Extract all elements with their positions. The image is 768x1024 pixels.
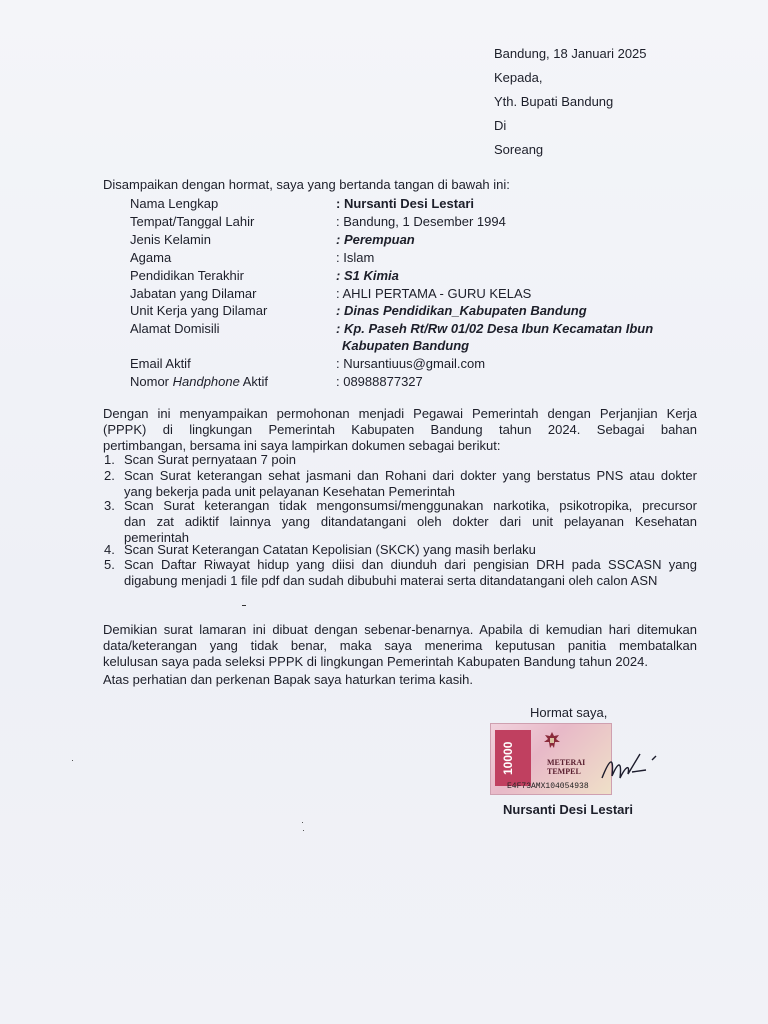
field-label-hp [130, 374, 268, 390]
list-number: 1. [104, 452, 115, 467]
field-value-hp: : 08988877327 [336, 374, 423, 389]
stamp-value: 10000 [501, 741, 515, 775]
field-label-alamat: Alamat Domisili [130, 321, 220, 336]
list-number: 5. [104, 557, 115, 572]
sign-greeting: Hormat saya, [530, 705, 608, 720]
field-value-agama: : Islam [336, 250, 375, 265]
addressee-di: Di [494, 118, 507, 133]
field-label-jabatan: Jabatan yang Dilamar [130, 286, 257, 301]
closing-paragraph [103, 622, 697, 670]
signer-name: Nursanti Desi Lestari [503, 802, 634, 817]
stamp-label-1: METERAI [547, 758, 586, 767]
stamp-label-2: TEMPEL [547, 767, 581, 776]
addressee-intro: Kepada, [494, 70, 543, 85]
closing-line-3: kelulusan saya pada seleksi PPPK di lingkungan Pemerintah Kabupaten Bandung tahun 2024. [103, 654, 648, 669]
stray-mark [242, 605, 246, 606]
list-item-5 [124, 557, 697, 589]
field-value-email: : Nursantiuus@gmail.com [336, 356, 486, 371]
field-label-agama: Agama [130, 250, 172, 265]
garuda-emblem-icon [541, 730, 563, 752]
list-item-2-line-1: Scan Surat keterangan sehat jasmani dan Rohani dari dokter yang berstatus PNS atau dokter [124, 468, 697, 483]
scan-speck [303, 830, 304, 831]
addressee-city: Soreang [494, 142, 544, 157]
place-date: Bandung, 18 Januari 2025 [494, 46, 647, 61]
handwritten-signature [600, 748, 660, 788]
field-label-email: Email Aktif [130, 356, 191, 371]
opening-line: Disampaikan dengan hormat, saya yang bertanda tangan di bawah ini: [103, 177, 510, 192]
field-value-ttl: : Bandung, 1 Desember 1994 [336, 214, 506, 229]
field-label-hp-em: Handphone [172, 374, 240, 389]
field-value-nama: : Nursanti Desi Lestari [336, 196, 474, 211]
list-item-3-line-3: pemerintah [124, 530, 190, 545]
field-value-alamat: : Kp. Paseh Rt/Rw 01/02 Desa Ibun Kecamatan Ibun [336, 321, 654, 336]
field-label-hp-post: Aktif [239, 374, 269, 389]
field-value-jabatan: : AHLI PERTAMA - GURU KELAS [336, 286, 532, 301]
field-label-unit: Unit Kerja yang Dilamar [130, 303, 268, 318]
body-line-1: Dengan ini menyampaikan permohonan menjadi Pegawai Pemerintah dengan Perjanjian Kerja [103, 406, 697, 421]
list-number: 2. [104, 468, 115, 483]
list-item-2-line-2: yang bekerja pada unit pelayanan Kesehatan Pemerintah [124, 484, 456, 499]
field-value-pendidikan: : S1 Kimia [336, 268, 399, 283]
body-line-3: pertimbangan, bersama ini saya lampirkan dokumen sebagai berikut: [103, 438, 501, 453]
list-item-3 [124, 498, 697, 546]
stamp-label [547, 758, 585, 776]
list-number: 3. [104, 498, 115, 513]
field-value-unit: : Dinas Pendidikan_Kabupaten Bandung [336, 303, 587, 318]
field-label-hp-pre: Nomor [130, 374, 173, 389]
list-item-5-line-1: Scan Daftar Riwayat hidup yang diisi dan diunduh dari pengisian DRH pada SSCASN yang [124, 557, 697, 572]
list-item-1: Scan Surat pernyataan 7 poin [124, 452, 297, 467]
addressee: Yth. Bupati Bandung [494, 94, 614, 109]
field-label-pendidikan: Pendidikan Terakhir [130, 268, 244, 283]
field-label-jk: Jenis Kelamin [130, 232, 211, 247]
list-item-3-line-2: dan zat adiktif lainnya yang ditandatangani oleh dokter dari unit pelayanan Kesehatan [124, 514, 697, 529]
duty-stamp [490, 723, 612, 795]
body-line-2: (PPPK) di lingkungan Pemerintah Kabupaten Bandung tahun 2024. Sebagai bahan [103, 422, 697, 437]
list-item-4: Scan Surat Keterangan Catatan Kepolisian (SKCK) yang masih berlaku [124, 542, 536, 557]
stamp-serial: E4F73AMX104054938 [507, 782, 589, 791]
list-number: 4. [104, 542, 115, 557]
closing-line-2: data/keterangan yang tidak benar, maka saya menerima keputusan panitia membatalkan [103, 638, 697, 653]
field-value-jk: : Perempuan [336, 232, 415, 247]
field-label-nama: Nama Lengkap [130, 196, 219, 211]
field-value-alamat-2: Kabupaten Bandung [342, 338, 470, 353]
closing-line-1: Demikian surat lamaran ini dibuat dengan sebenar-benarnya. Apabila di kemudian hari ditemukan [103, 622, 697, 637]
body-paragraph [103, 406, 697, 454]
thanks-line: Atas perhatian dan perkenan Bapak saya haturkan terima kasih. [103, 672, 474, 687]
list-item-5-line-2: digabung menjadi 1 file pdf dan sudah dibubuhi materai serta ditandatangani oleh calon ASN [124, 573, 658, 588]
list-item-3-line-1: Scan Surat keterangan tidak mengonsumsi/menggunakan narkotika, psikotropika, precursor [124, 498, 697, 513]
scan-speck [302, 822, 303, 823]
scan-speck [72, 760, 73, 761]
field-label-ttl: Tempat/Tanggal Lahir [130, 214, 255, 229]
list-item-2 [124, 468, 697, 500]
